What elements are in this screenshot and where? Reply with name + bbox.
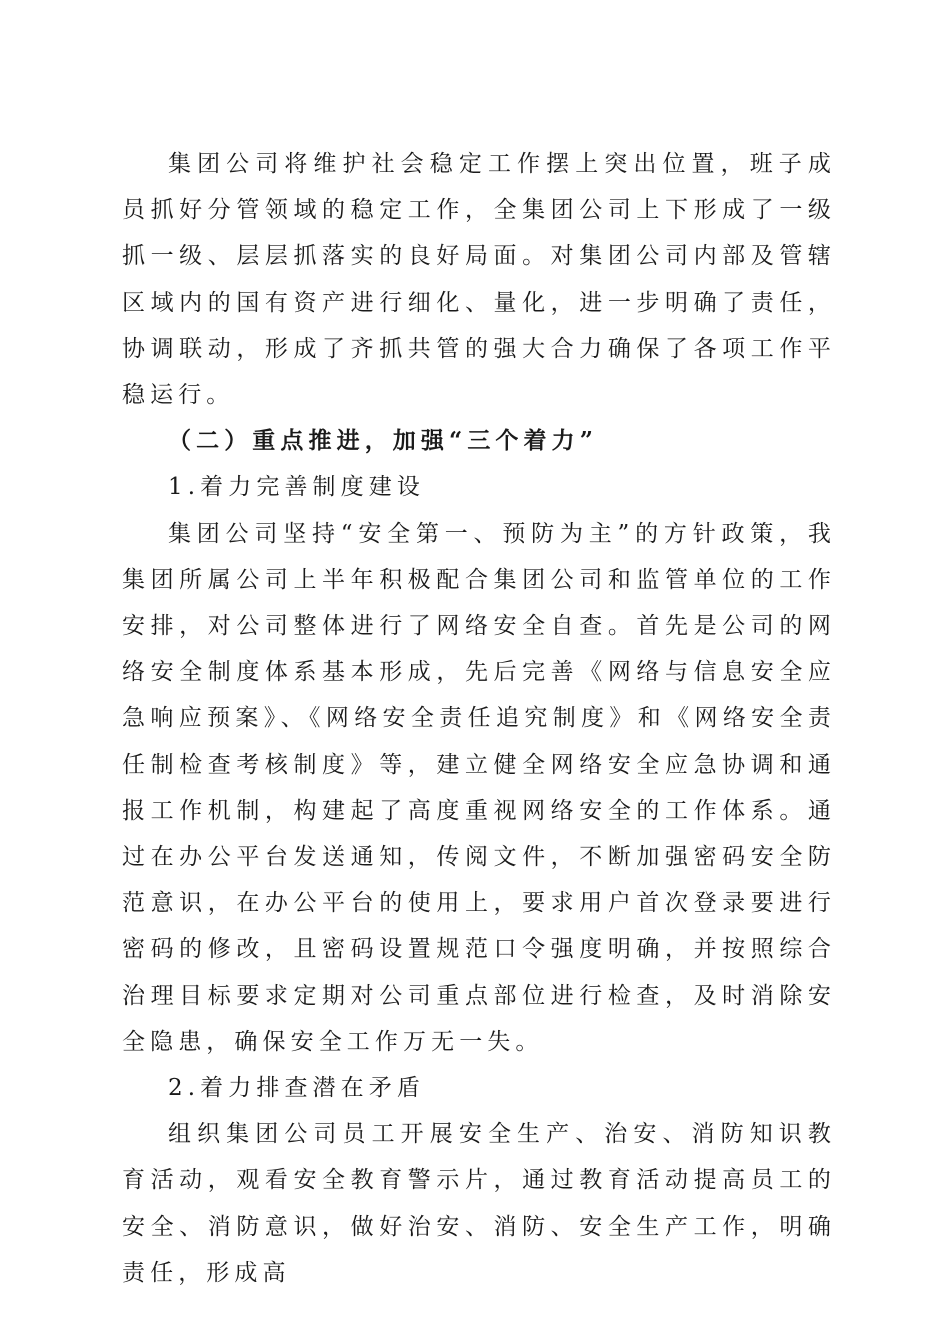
section-heading-two: （二）重点推进，加强“三个着力” — [168, 427, 599, 455]
paragraph-stability: 集团公司将维护社会稳定工作摆上突出位置，班子成员抓好分管领域的稳定工作，全集团公司上下形成了一级抓一级、层层抓落实的良好局面。对集团公司内部及管辖区域内的国有资产进行细化、量化，进一步明确了责任，协调联动，形成了齐抓共管的强大合力确保了各项工作平稳运行。 — [122, 151, 836, 409]
paragraph-network-security: 集团公司坚持“安全第一、预防为主”的方针政策，我集团所属公司上半年积极配合集团公司和监管单位的工作安排，对公司整体进行了网络安全自查。首先是公司的网络安全制度体系基本形成，先后完善《网络与信息安全应急响应预案》、《网络安全责任追究制度》和《网络安全责任制检查考核制度》等，建立健全网络安全应急协调和通报工作机制，构建起了高度重视网络安全的工作体系。通过在办公平台发送通知，传阅文件，不断加强密码安全防范意识，在办公平台的使用上，要求用户首次登录要进行密码的修改，且密码设置规范口令强度明确，并按照综合治理目标要求定期对公司重点部位进行检查，及时消除安全隐患，确保安全工作万无一失。 — [122, 520, 836, 1055]
document-body — [122, 141, 836, 1296]
subheading-system-building: 1.着力完善制度建设 — [168, 474, 425, 501]
subheading-conflict-check: 2.着力排查潜在矛盾 — [168, 1075, 425, 1102]
paragraph-safety-education: 组织集团公司员工开展安全生产、治安、消防知识教育活动，观看安全教育警示片，通过教育活动提高员工的安全、消防意识，做好治安、消防、安全生产工作，明确责任，形成高 — [122, 1121, 836, 1286]
